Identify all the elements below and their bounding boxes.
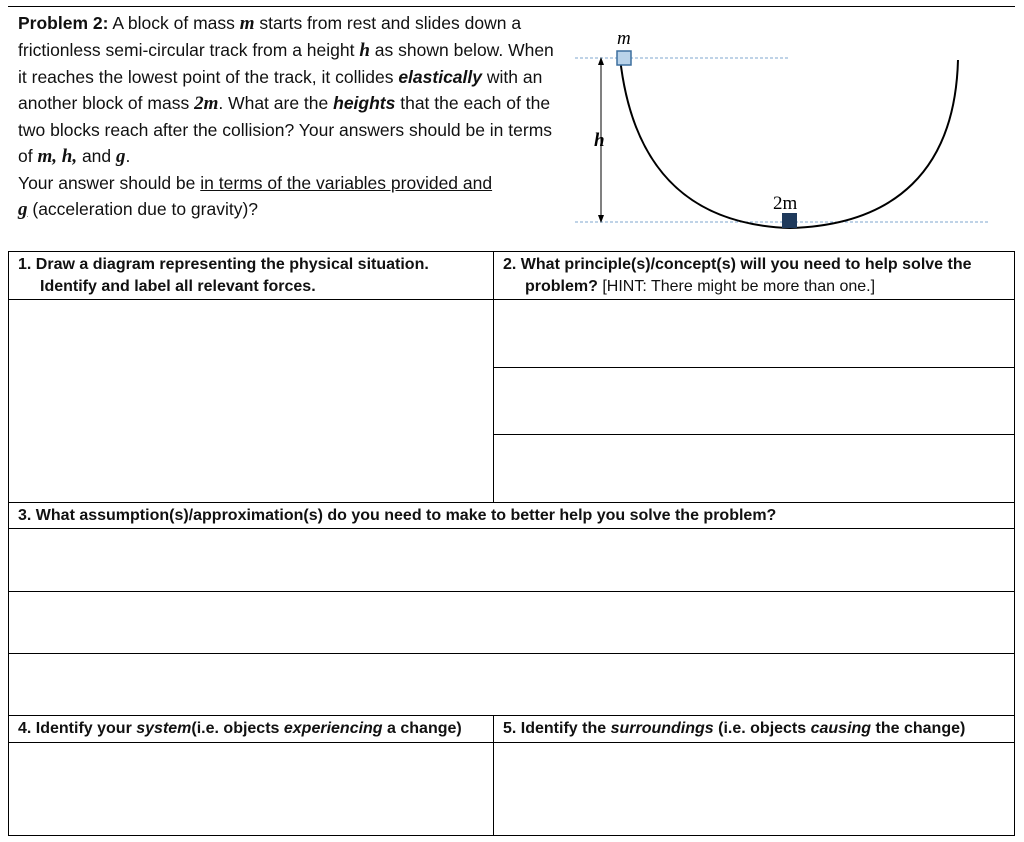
answer-cell-assumption-1[interactable]: [9, 529, 1014, 591]
var-g-underlined: g: [18, 199, 28, 220]
problem-text: A block of mass: [108, 13, 240, 33]
section-1-line2: Identify and label all relevant forces.: [40, 278, 316, 295]
section-3-title: 3. What assumption(s)/approximation(s) do you need to make to better help you solve the problem?: [18, 507, 777, 524]
section-4-experiencing: experiencing: [283, 720, 383, 737]
problem-text: that the each of the two blocks reach after the collision? Your answers should be in terms of: [18, 93, 553, 166]
emphasis-elastically: elastically: [398, 67, 482, 87]
section-4-text: 4. Identify your: [18, 720, 137, 737]
section-5-text: 5. Identify the: [503, 720, 611, 737]
label-2m: 2m: [773, 193, 798, 214]
section-5-header: [503, 718, 1013, 740]
grid-line: [8, 835, 1015, 836]
section-5-text: (i.e. objects: [713, 720, 811, 737]
track-diagram: [565, 20, 1005, 238]
section-5-surroundings: surroundings: [610, 720, 714, 737]
answer-cell-diagram[interactable]: [9, 300, 493, 502]
var-g: g: [116, 146, 126, 167]
problem-text: Your answer should be: [18, 173, 201, 193]
answer-cell-assumption-3[interactable]: [9, 654, 1014, 715]
grid-line: [8, 502, 1015, 503]
section-2-hint: [HINT: There might be more than one.]: [602, 278, 876, 295]
label-m: m: [617, 28, 631, 49]
problem-statement: [18, 10, 563, 223]
label-h: h: [594, 130, 605, 151]
grid-line: [8, 715, 1015, 716]
section-1-header: [18, 254, 488, 298]
section-2-header: [503, 254, 1013, 298]
var-2m: 2m: [194, 93, 219, 114]
section-4-system: system: [136, 720, 192, 737]
answer-cell-principle-3[interactable]: [494, 435, 1014, 502]
problem-text: and: [77, 146, 117, 166]
section-5-causing: causing: [810, 720, 872, 737]
height-arrow-top-icon: [598, 57, 604, 65]
var-m: m: [239, 13, 255, 34]
section-2-line1: 2. What principle(s)/concept(s) will you need to help solve the: [503, 256, 972, 273]
problem-text: . What are the: [218, 93, 334, 113]
section-4-text: a change): [382, 720, 462, 737]
problem-text: as shown below. When it reaches the lowest point of the track, it collides: [18, 40, 554, 87]
section-4-header: [18, 718, 493, 740]
height-arrow-bottom-icon: [598, 215, 604, 223]
answer-cell-assumption-2[interactable]: [9, 592, 1014, 653]
problem-text: .: [125, 146, 131, 166]
answer-cell-principle-2[interactable]: [494, 368, 1014, 434]
section-1-line1: 1. Draw a diagram representing the physical situation.: [18, 256, 429, 273]
section-4-text: (i.e. objects: [191, 720, 284, 737]
grid-line: [8, 251, 1015, 252]
var-h: h: [359, 40, 370, 61]
problem-text: (acceleration due to gravity)?: [27, 199, 259, 219]
underlined-instruction: in terms of the variables provided and: [200, 173, 493, 193]
problem-label: Problem 2:: [18, 13, 109, 33]
problem-text: starts from rest and slides down a frictionless semi-circular track from a height: [18, 13, 522, 60]
section-3-header: [18, 505, 1008, 527]
top-rule: [8, 6, 1015, 7]
var-list: m, h,: [37, 146, 78, 167]
section-5-text: the change): [871, 720, 966, 737]
grid-line: [1014, 251, 1015, 836]
answer-cell-principle-1[interactable]: [494, 300, 1014, 367]
problem-text: with an another block of mass: [18, 67, 543, 113]
answer-cell-system[interactable]: [9, 743, 493, 835]
block-2m: [782, 213, 797, 228]
block-m: [617, 51, 631, 65]
emphasis-heights: heights: [333, 93, 396, 113]
section-2-line2: problem?: [525, 278, 603, 295]
answer-cell-surroundings[interactable]: [494, 743, 1014, 835]
